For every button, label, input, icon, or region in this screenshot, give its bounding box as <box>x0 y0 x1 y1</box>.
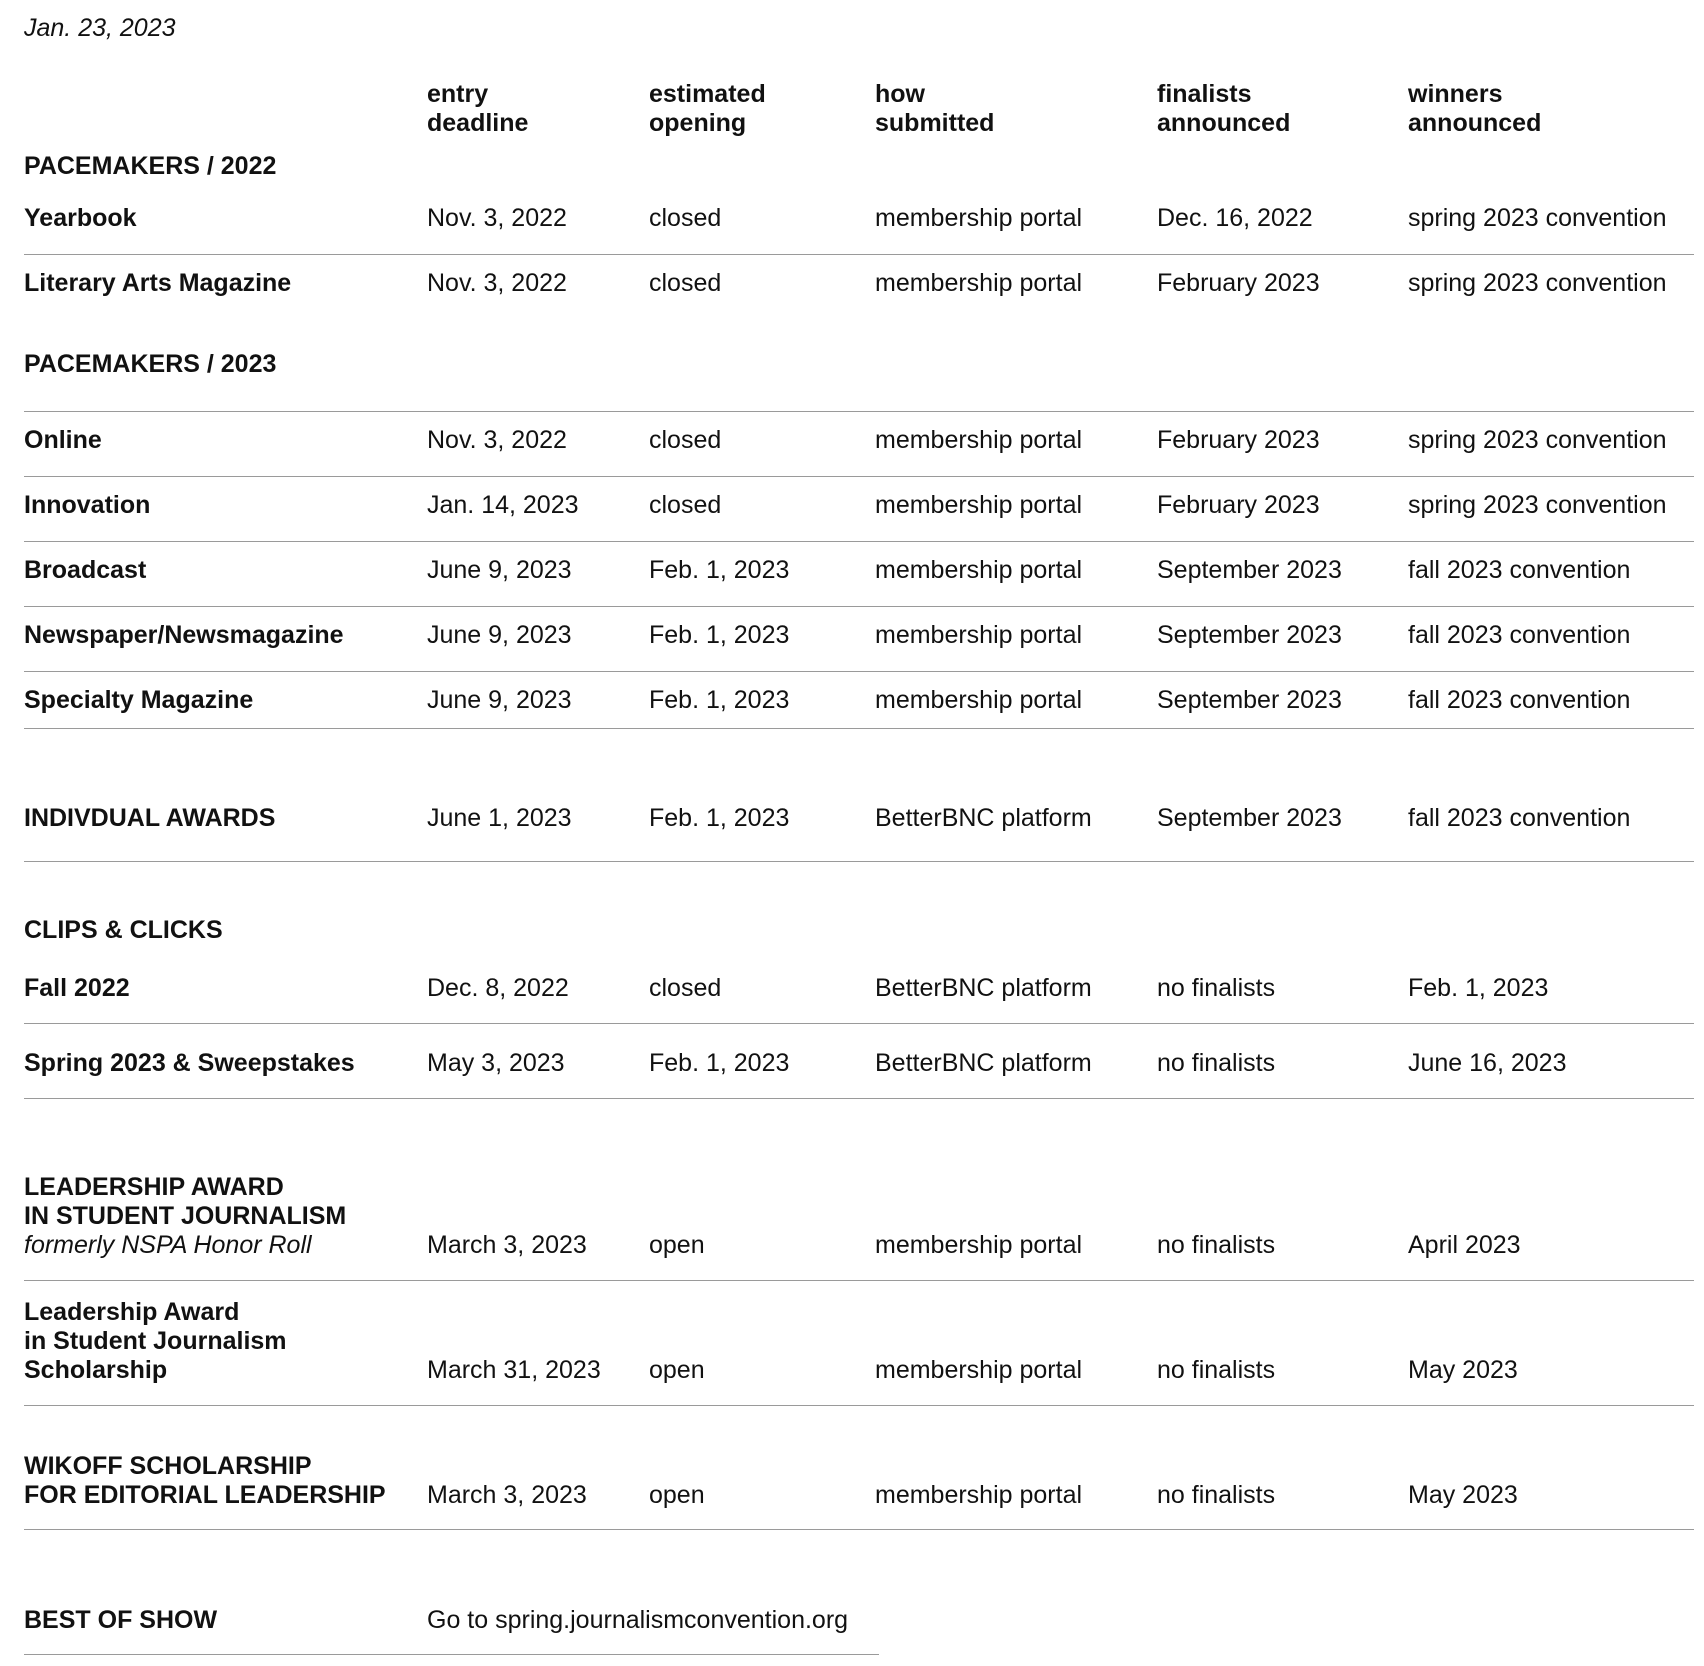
best-of-show-link[interactable]: Go to spring.journalismconvention.org <box>427 1606 849 1634</box>
how-submitted: membership portal <box>875 686 1083 714</box>
entry-name: WIKOFF SCHOLARSHIP FOR EDITORIAL LEADERSHIP <box>24 1452 386 1509</box>
entry-deadline: June 1, 2023 <box>427 804 572 832</box>
winners-announced: fall 2023 convention <box>1408 804 1631 832</box>
finalists-announced: September 2023 <box>1157 686 1342 714</box>
row-broadcast <box>24 542 1694 585</box>
entry-name: INDIVDUAL AWARDS <box>24 804 276 832</box>
how-submitted: membership portal <box>875 1481 1083 1509</box>
winners-announced: May 2023 <box>1408 1481 1518 1509</box>
winners-announced: fall 2023 convention <box>1408 686 1631 714</box>
how-submitted: membership portal <box>875 556 1083 584</box>
estimated-opening: closed <box>649 974 722 1002</box>
how-submitted: membership portal <box>875 269 1083 297</box>
row-specialty-magazine <box>24 672 1694 715</box>
how-submitted: membership portal <box>875 491 1083 519</box>
entry-name: Innovation <box>24 491 151 519</box>
estimated-opening: closed <box>649 491 722 519</box>
header-finalists-announced: finalists announced <box>1157 80 1291 137</box>
winners-announced: spring 2023 convention <box>1408 269 1667 297</box>
estimated-opening: open <box>649 1356 705 1384</box>
winners-announced: Feb. 1, 2023 <box>1408 974 1549 1002</box>
divider <box>24 1280 1694 1281</box>
how-submitted: membership portal <box>875 426 1083 454</box>
finalists-announced: September 2023 <box>1157 556 1342 584</box>
entry-name: Broadcast <box>24 556 147 584</box>
divider <box>24 728 1694 729</box>
divider <box>24 1405 1694 1406</box>
row-online <box>24 412 1694 455</box>
winners-announced: May 2023 <box>1408 1356 1518 1384</box>
entry-name: Specialty Magazine <box>24 686 254 714</box>
winners-announced: fall 2023 convention <box>1408 621 1631 649</box>
entry-deadline: June 9, 2023 <box>427 686 572 714</box>
entry-name: Newspaper/Newsmagazine <box>24 621 344 649</box>
finalists-announced: no finalists <box>1157 1481 1276 1509</box>
header-entry-deadline: entry deadline <box>427 80 529 137</box>
how-submitted: membership portal <box>875 204 1083 232</box>
estimated-opening: Feb. 1, 2023 <box>649 1049 790 1077</box>
entry-deadline: March 3, 2023 <box>427 1481 587 1509</box>
row-leadership-award <box>24 1160 1694 1260</box>
winners-announced: April 2023 <box>1408 1231 1521 1259</box>
section-clips-clicks: CLIPS & CLICKS <box>24 916 223 944</box>
estimated-opening: open <box>649 1231 705 1259</box>
finalists-announced: no finalists <box>1157 1231 1276 1259</box>
winners-announced: spring 2023 convention <box>1408 204 1667 232</box>
estimated-opening: Feb. 1, 2023 <box>649 686 790 714</box>
divider <box>24 1654 879 1655</box>
how-submitted: BetterBNC platform <box>875 1049 1092 1077</box>
winners-announced: spring 2023 convention <box>1408 426 1667 454</box>
entry-name: LEADERSHIP AWARD IN STUDENT JOURNALISM <box>24 1173 347 1230</box>
header-how-submitted: how submitted <box>875 80 995 137</box>
section-pacemakers-2023: PACEMAKERS / 2023 <box>24 350 277 378</box>
finalists-announced: February 2023 <box>1157 269 1320 297</box>
estimated-opening: Feb. 1, 2023 <box>649 804 790 832</box>
how-submitted: membership portal <box>875 621 1083 649</box>
entry-name: Leadership Award in Student Journalism Scholarship <box>24 1298 287 1384</box>
entry-deadline: March 3, 2023 <box>427 1231 587 1259</box>
entry-note: formerly NSPA Honor Roll <box>24 1231 312 1259</box>
entry-name: Online <box>24 426 102 454</box>
winners-announced: June 16, 2023 <box>1408 1049 1567 1077</box>
divider <box>24 1529 1694 1530</box>
estimated-opening: Feb. 1, 2023 <box>649 556 790 584</box>
header-winners-announced: winners announced <box>1408 80 1542 137</box>
finalists-announced: September 2023 <box>1157 804 1342 832</box>
row-individual-awards <box>24 790 1694 833</box>
entry-deadline: Nov. 3, 2022 <box>427 426 567 454</box>
entry-name: BEST OF SHOW <box>24 1606 218 1634</box>
finalists-announced: February 2023 <box>1157 491 1320 519</box>
how-submitted: BetterBNC platform <box>875 974 1092 1002</box>
entry-name: Fall 2022 <box>24 974 130 1002</box>
entry-deadline: Jan. 14, 2023 <box>427 491 579 519</box>
entry-name: Literary Arts Magazine <box>24 269 292 297</box>
section-pacemakers-2022: PACEMAKERS / 2022 <box>24 152 277 180</box>
row-fall-2022 <box>24 960 1694 1003</box>
estimated-opening: closed <box>649 204 722 232</box>
entry-deadline: June 9, 2023 <box>427 621 572 649</box>
entry-deadline: Nov. 3, 2022 <box>427 204 567 232</box>
winners-announced: spring 2023 convention <box>1408 491 1667 519</box>
row-leadership-scholarship <box>24 1285 1694 1385</box>
row-yearbook <box>24 190 1694 233</box>
entry-deadline: May 3, 2023 <box>427 1049 565 1077</box>
entry-deadline: Dec. 8, 2022 <box>427 974 569 1002</box>
entry-deadline: March 31, 2023 <box>427 1356 601 1384</box>
entry-name: Yearbook <box>24 204 137 232</box>
finalists-announced: September 2023 <box>1157 621 1342 649</box>
row-literary-arts-magazine <box>24 255 1694 298</box>
estimated-opening: open <box>649 1481 705 1509</box>
how-submitted: BetterBNC platform <box>875 804 1092 832</box>
row-newspaper-newsmagazine <box>24 607 1694 650</box>
entry-deadline: June 9, 2023 <box>427 556 572 584</box>
header-estimated-opening: estimated opening <box>649 80 766 137</box>
how-submitted: membership portal <box>875 1356 1083 1384</box>
estimated-opening: Feb. 1, 2023 <box>649 621 790 649</box>
finalists-announced: Dec. 16, 2022 <box>1157 204 1313 232</box>
row-wikoff-scholarship <box>24 1440 1694 1510</box>
finalists-announced: no finalists <box>1157 1356 1276 1384</box>
finalists-announced: February 2023 <box>1157 426 1320 454</box>
finalists-announced: no finalists <box>1157 1049 1276 1077</box>
row-innovation <box>24 477 1694 520</box>
divider <box>24 1023 1694 1024</box>
estimated-opening: closed <box>649 426 722 454</box>
entry-deadline: Nov. 3, 2022 <box>427 269 567 297</box>
row-best-of-show <box>24 1592 1694 1635</box>
award-schedule-page <box>24 0 1694 1666</box>
divider <box>24 861 1694 862</box>
estimated-opening: closed <box>649 269 722 297</box>
how-submitted: membership portal <box>875 1231 1083 1259</box>
winners-announced: fall 2023 convention <box>1408 556 1631 584</box>
finalists-announced: no finalists <box>1157 974 1276 1002</box>
entry-name: Spring 2023 & Sweepstakes <box>24 1049 355 1077</box>
divider <box>24 1098 1694 1099</box>
page-date: Jan. 23, 2023 <box>24 14 176 42</box>
row-spring-2023-sweepstakes <box>24 1035 1694 1078</box>
